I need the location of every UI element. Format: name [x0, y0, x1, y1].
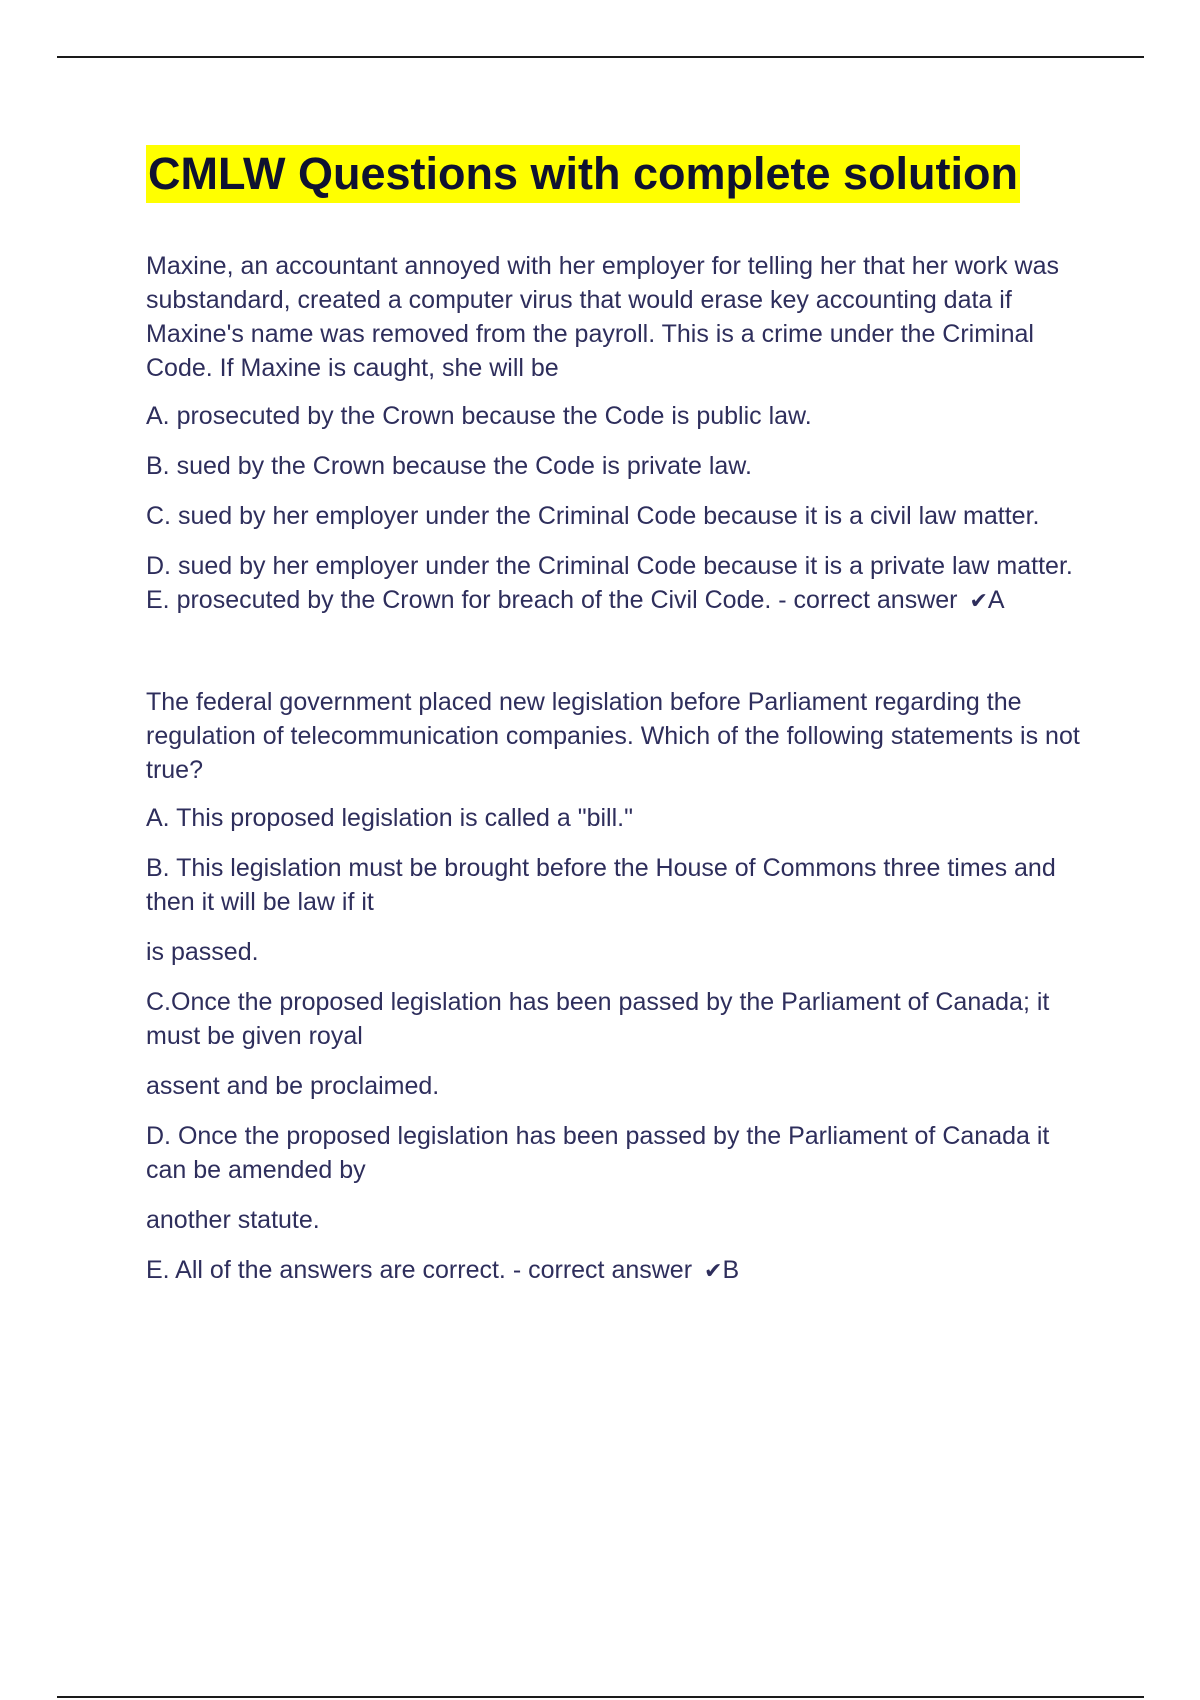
document-title: CMLW Questions with complete solution	[146, 145, 1020, 203]
answer-option-with-solution	[146, 1253, 1096, 1289]
question-stem: The federal government placed new legislation before Parliament regarding the regulation of telecommunication companies. Which of the following statements is not true?	[146, 688, 1080, 784]
answer-option: D. Once the proposed legislation has been passed by the Parliament of Canada it can be amended by	[146, 1122, 1050, 1184]
answer-option: A. This proposed legislation is called a "bill."	[146, 804, 633, 832]
answer-option: B. sued by the Crown because the Code is private law.	[146, 452, 752, 480]
answer-option: A. prosecuted by the Crown because the Code is public law.	[146, 402, 812, 430]
answer-option-text: E. All of the answers are correct. - correct answer	[146, 1256, 693, 1284]
check-mark-icon: ✔	[704, 1259, 723, 1284]
correct-answer-letter: B	[722, 1256, 740, 1284]
title-block	[146, 145, 1020, 203]
answer-option-continuation: another statute.	[146, 1206, 320, 1234]
answer-option-with-solution	[146, 549, 1096, 619]
answer-option: C.Once the proposed legislation has been passed by the Parliament of Canada; it must be given royal	[146, 988, 1050, 1050]
question-stem: Maxine, an accountant annoyed with her employer for telling her that her work was substandard, created a computer virus that would erase key accounting data if Maxine's name was removed from the payroll. This is a crime under the Criminal Code. If Maxine is caught, she will be	[146, 252, 1059, 382]
answer-option: B. This legislation must be brought before the House of Commons three times and then it will be law if it	[146, 854, 1056, 916]
check-mark-icon: ✔	[969, 589, 988, 614]
question-1	[146, 249, 1096, 619]
answer-option-continuation: is passed.	[146, 938, 259, 966]
answer-option-continuation: assent and be proclaimed.	[146, 1072, 440, 1100]
correct-answer-letter: A	[987, 586, 1005, 614]
question-2	[146, 685, 1096, 1289]
top-rule	[57, 56, 1144, 58]
document-body	[146, 249, 1096, 1305]
bottom-rule	[57, 1696, 1144, 1698]
answer-option-text: D. sued by her employer under the Criminal Code because it is a private law matter. E. prosecuted by the Crown for breach of the Civil Code. - correct answer	[146, 552, 1073, 614]
answer-option: C. sued by her employer under the Criminal Code because it is a civil law matter.	[146, 502, 1040, 530]
